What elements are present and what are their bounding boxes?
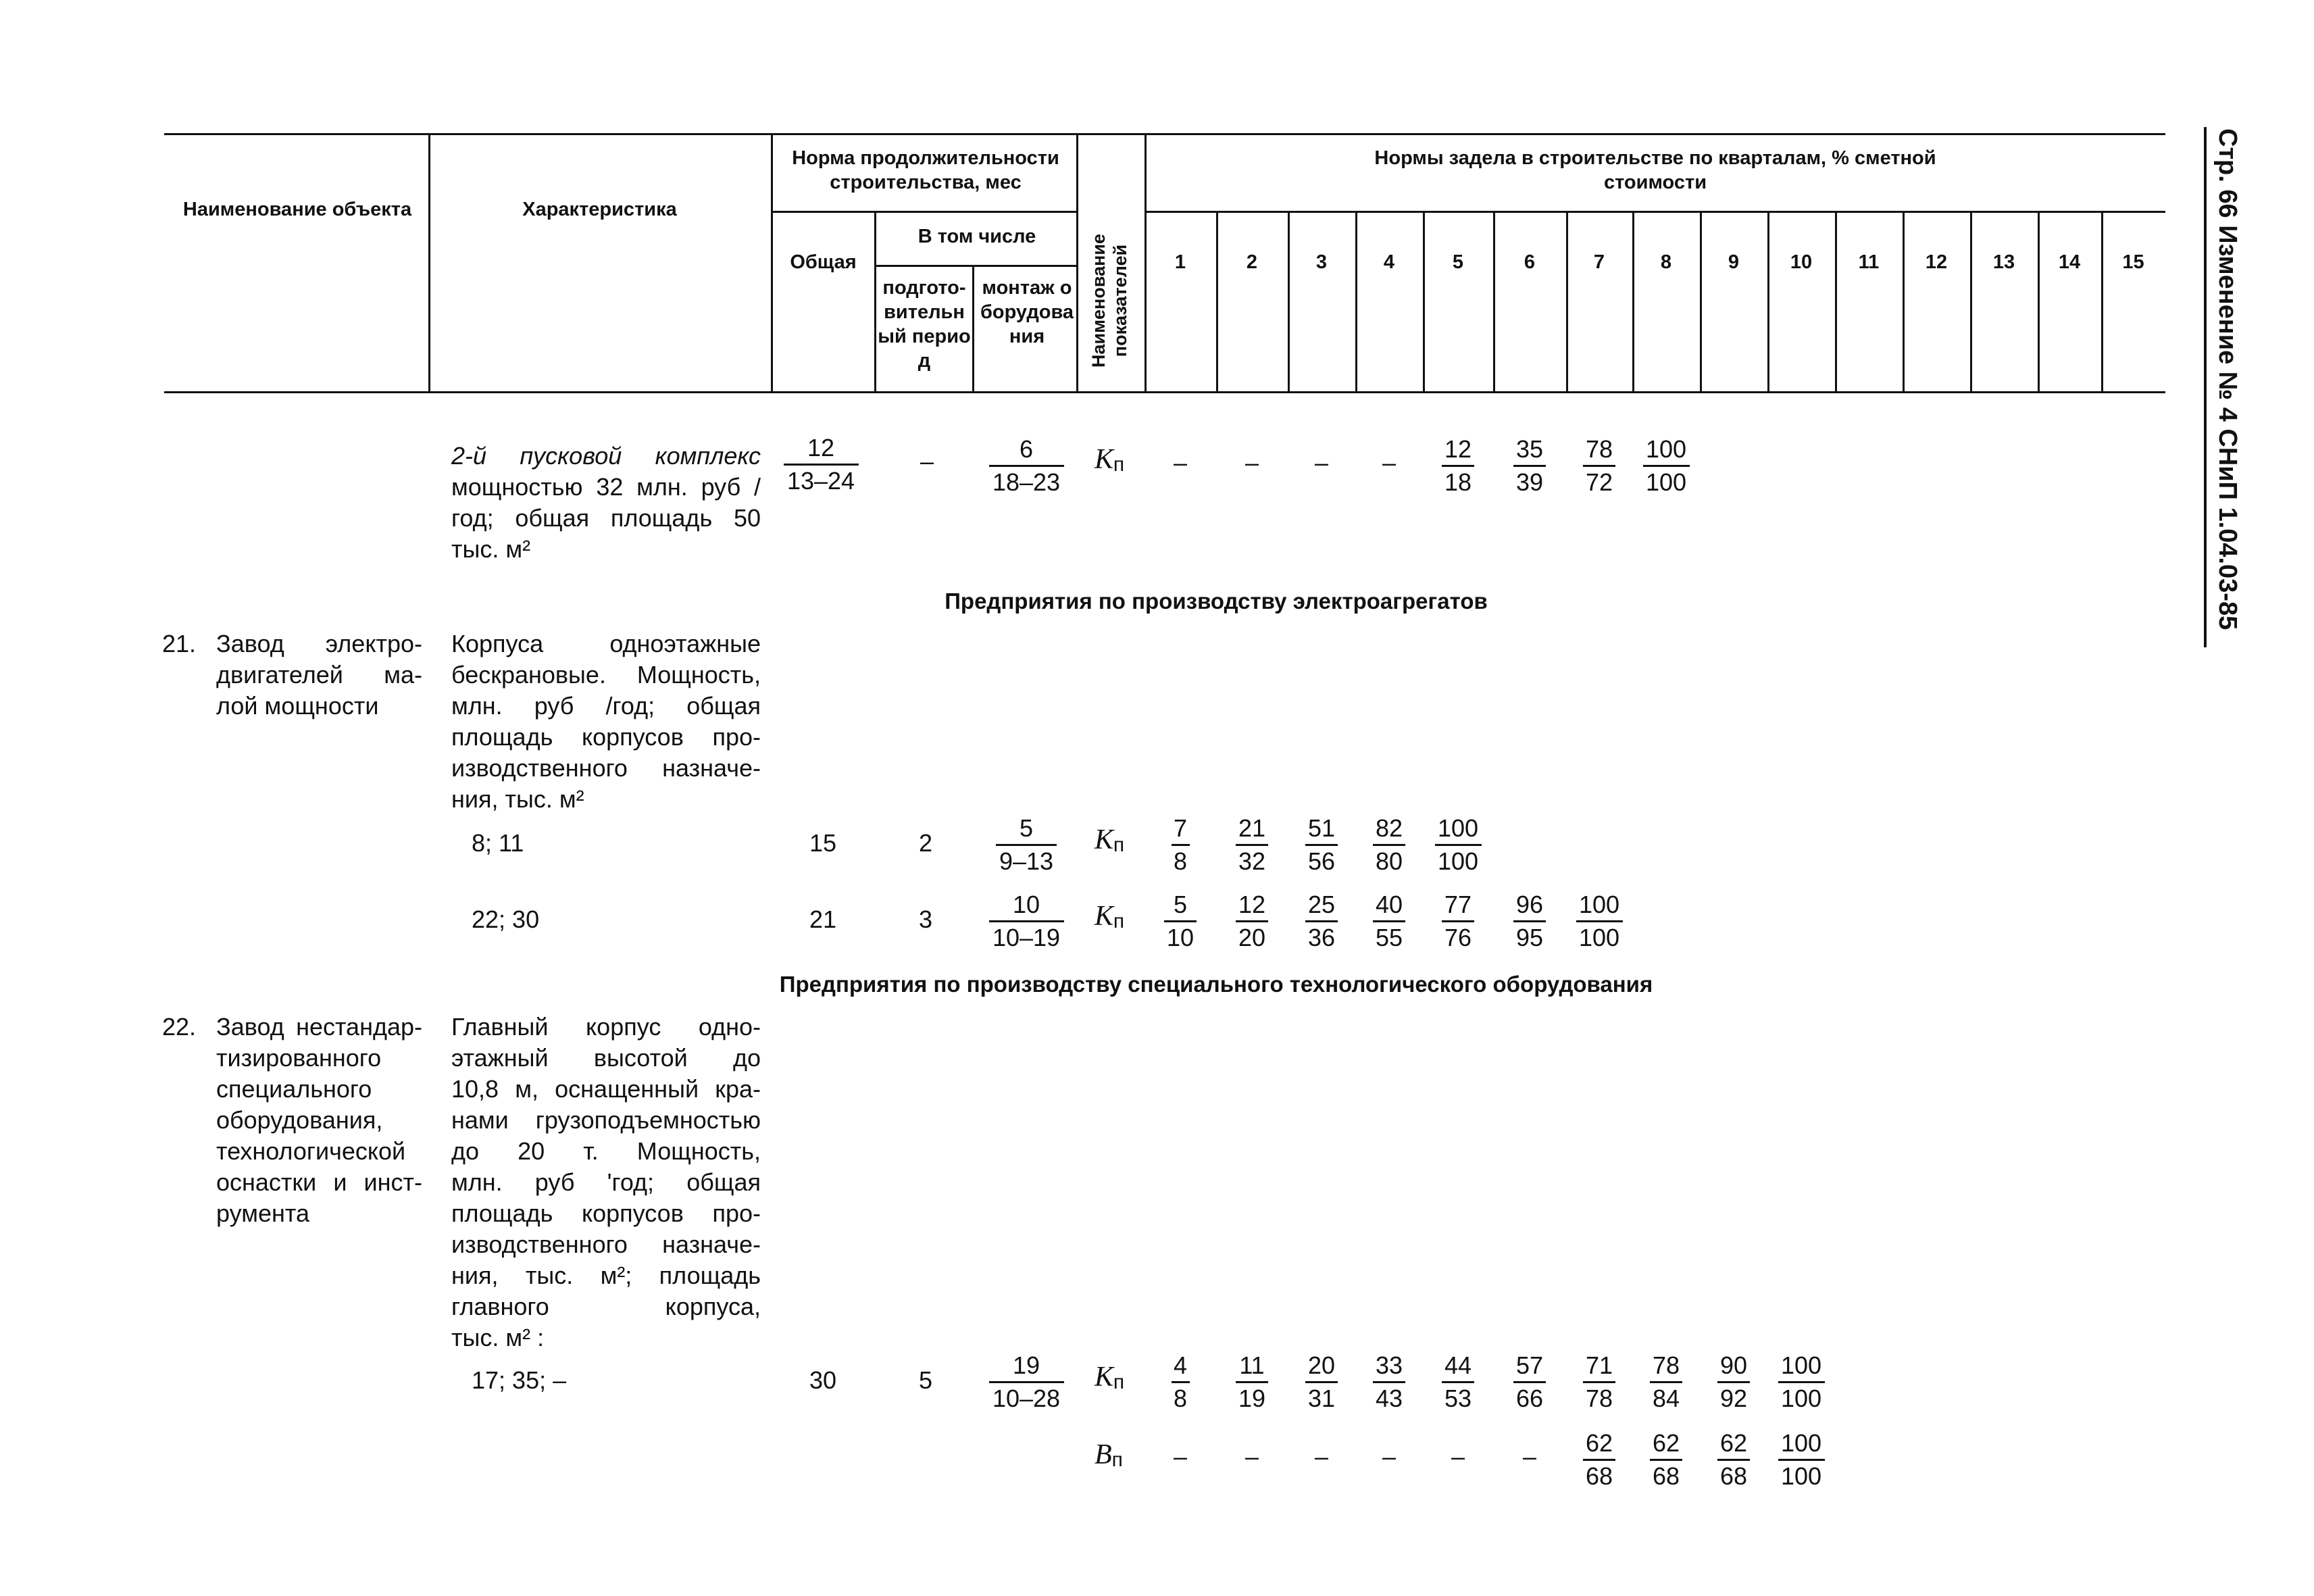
fraction-denominator: 31	[1307, 1385, 1336, 1412]
text-line: площадь корпусов про-	[451, 1199, 761, 1227]
quarter-column-rule	[1835, 211, 1837, 393]
fraction-numerator: 4	[1173, 1351, 1188, 1379]
text-line: 10,8 м, оснащенный кра-	[451, 1075, 761, 1103]
header-total: Общая	[790, 251, 857, 273]
fraction-numerator: 19	[1012, 1351, 1040, 1379]
header-vline	[874, 211, 876, 393]
quarter-column-rule	[2038, 211, 2040, 393]
quarter-column-rule	[1288, 211, 1290, 393]
quarter-column-rule	[1767, 211, 1769, 393]
quarter-number: 14	[2058, 251, 2081, 273]
text-line: изводственного назначе-	[451, 754, 761, 782]
obj21-row2-label: 22; 30	[472, 905, 540, 933]
fraction-numerator: 33	[1375, 1351, 1403, 1379]
quarter-value-dash: –	[1244, 1443, 1259, 1470]
quarter-value-dash: –	[1382, 1443, 1397, 1470]
quarter-number: 1	[1174, 251, 1186, 273]
fraction-denominator: 84	[1652, 1385, 1680, 1412]
fraction-denominator: 13–24	[786, 467, 855, 495]
fraction-denominator: 100	[1437, 847, 1479, 875]
obj22-indicator-v: $В_п$	[1095, 1439, 1123, 1471]
text-line: двигателей ма-	[216, 661, 422, 689]
side-page-header: Стр. 66 Изменение № 4 СНиП 1.04.03-85	[2213, 128, 2242, 630]
quarter-value-dash: –	[1522, 1443, 1537, 1470]
header-mid-rule-quarters	[1146, 211, 2165, 213]
text-line: лой мощности	[216, 692, 379, 720]
header-equipment-mounting: монтаж оборудования	[980, 277, 1074, 347]
block1-char-italic: 2-й пусковой комплекс	[451, 442, 761, 470]
fraction-numerator: 96	[1515, 891, 1544, 918]
text-line: главного корпуса,	[451, 1293, 761, 1320]
text-line: оборудования,	[216, 1106, 383, 1134]
header-duration-norm: Норма продолжительности строительства, мес	[792, 147, 1059, 193]
header-indicators: Наименование показателей	[1088, 233, 1130, 368]
header-vline	[428, 133, 430, 393]
header-quarter-norms: Нормы задела в строительстве по кварталам, % сметной стоимости	[1374, 147, 1936, 193]
text-line: румента	[216, 1199, 309, 1227]
quarter-column-rule	[2101, 211, 2103, 393]
quarter-number: 13	[1992, 251, 2015, 273]
fraction-numerator: 40	[1375, 891, 1403, 918]
quarter-column-rule	[1493, 211, 1495, 393]
quarter-column-rule	[1355, 211, 1357, 393]
quarter-column-rule	[1423, 211, 1425, 393]
fraction-denominator: 66	[1515, 1385, 1544, 1412]
obj21-row1-label: 8; 11	[472, 829, 524, 857]
fraction-denominator: 92	[1719, 1385, 1748, 1412]
obj21-row2-prep: 3	[918, 905, 933, 933]
fraction-denominator: 95	[1515, 924, 1544, 951]
quarter-value-dash: –	[1244, 449, 1259, 476]
fraction-denominator: 8	[1173, 847, 1188, 875]
text-line: тизированного	[216, 1044, 382, 1072]
fraction-numerator: 11	[1239, 1351, 1265, 1379]
fraction-denominator: 18	[1444, 468, 1472, 496]
block1-prep-period: –	[920, 447, 934, 475]
header-vline	[1076, 133, 1078, 393]
fraction-numerator: 77	[1444, 891, 1472, 918]
text-line: этажный высотой до	[451, 1044, 761, 1072]
text-line: специального	[216, 1075, 372, 1103]
quarter-number: 4	[1383, 251, 1395, 273]
fraction-numerator: 51	[1307, 814, 1336, 842]
fraction-denominator: 43	[1375, 1385, 1403, 1412]
text-line: нами грузоподъемностью	[451, 1106, 761, 1134]
fraction-numerator: 82	[1375, 814, 1403, 842]
block1-total-duration	[770, 432, 872, 497]
side-header-rule	[2204, 127, 2207, 647]
obj22-indicator-k: $К_п$	[1095, 1362, 1125, 1393]
text-line: изводственного назначе-	[451, 1230, 761, 1258]
quarter-value-fraction	[1615, 434, 1717, 498]
text-line: ния, тыс. м²; площадь	[451, 1262, 761, 1289]
header-prep-period: подгото-вительный период	[878, 277, 971, 372]
fraction-denominator: 9–13	[999, 847, 1054, 875]
fraction-denominator: 39	[1515, 468, 1544, 496]
fraction-numerator: 44	[1444, 1351, 1472, 1379]
block1-indicator: $К_п$	[1095, 444, 1125, 476]
quarter-number: 12	[1925, 251, 1948, 273]
quarter-value-dash: –	[1382, 449, 1397, 476]
quarter-column-rule	[1700, 211, 1702, 393]
quarter-number: 5	[1452, 251, 1464, 273]
text-line: Корпуса одноэтажные	[451, 630, 761, 657]
fraction-denominator: 80	[1375, 847, 1403, 875]
obj21-name	[216, 628, 422, 722]
fraction-numerator: 25	[1307, 891, 1336, 918]
obj21-row1-indicator: $К_п$	[1095, 824, 1125, 856]
obj22-row-mounting	[976, 1350, 1077, 1414]
fraction-numerator: 78	[1585, 435, 1613, 463]
fraction-numerator: 57	[1515, 1351, 1544, 1379]
text-line: бескрановые. Мощность,	[451, 661, 761, 689]
fraction-numerator: 71	[1585, 1351, 1613, 1379]
quarter-number: 2	[1246, 251, 1258, 273]
text-line: технологической	[216, 1137, 406, 1165]
text-line: ния, тыс. м²	[451, 785, 584, 813]
quarter-value-fraction	[1751, 1428, 1852, 1492]
fraction-numerator: 35	[1515, 435, 1544, 463]
fraction-numerator: 100	[1780, 1351, 1822, 1379]
fraction-denominator: 68	[1652, 1462, 1680, 1490]
header-bottom-rule	[164, 391, 2165, 393]
quarter-column-rule	[1566, 211, 1568, 393]
fraction-denominator: 72	[1585, 468, 1613, 496]
fraction-denominator: 20	[1238, 924, 1266, 951]
quarter-number: 8	[1660, 251, 1672, 273]
fraction-numerator: 100	[1645, 435, 1687, 463]
header-top-rule	[164, 133, 2165, 135]
obj22-characteristic	[451, 1012, 761, 1353]
fraction-denominator: 8	[1173, 1385, 1188, 1412]
text-line: Завод электро-	[216, 630, 422, 657]
fraction-denominator: 10–19	[992, 924, 1061, 951]
section-title-electric-units: Предприятия по производству электроагрегатов	[945, 589, 1488, 614]
text-line: тыс. м² :	[451, 1324, 545, 1351]
section-title-special-equipment: Предприятия по производству специального технологического оборудования	[779, 972, 1653, 997]
fraction-numerator: 21	[1238, 814, 1266, 842]
quarter-number: 10	[1790, 251, 1813, 273]
obj21-row2-total: 21	[809, 905, 837, 933]
fraction-numerator: 100	[1578, 891, 1620, 918]
obj21-row1-prep: 2	[918, 829, 933, 857]
obj21-row1-total: 15	[809, 829, 837, 857]
obj22-row-prep: 5	[918, 1366, 933, 1394]
fraction-denominator: 36	[1307, 924, 1336, 951]
fraction-denominator: 19	[1238, 1385, 1266, 1412]
quarter-column-rule	[1632, 211, 1634, 393]
obj22-row-total: 30	[809, 1366, 837, 1394]
quarter-number: 9	[1728, 251, 1740, 273]
obj21-number: 21.	[162, 630, 197, 657]
text-line: Завод нестандар-	[216, 1013, 422, 1041]
fraction-denominator: 55	[1375, 924, 1403, 951]
quarter-number: 6	[1524, 251, 1536, 273]
obj21-characteristic	[451, 628, 761, 815]
fraction-numerator: 12	[1238, 891, 1266, 918]
quarter-value-fraction	[1751, 1350, 1852, 1414]
quarter-number: 11	[1858, 251, 1880, 273]
quarter-number: 3	[1315, 251, 1328, 273]
header-vline	[972, 265, 974, 393]
quarter-column-rule	[1903, 211, 1905, 393]
header-characteristic: Характеристика	[522, 199, 677, 220]
quarter-value-dash: –	[1314, 449, 1329, 476]
obj22-name	[216, 1012, 422, 1229]
fraction-denominator: 10	[1166, 924, 1194, 951]
fraction-numerator: 78	[1652, 1351, 1680, 1379]
obj21-row2-mounting	[976, 889, 1077, 953]
fraction-numerator: 90	[1719, 1351, 1748, 1379]
fraction-denominator: 100	[1780, 1462, 1822, 1490]
fraction-denominator: 32	[1238, 847, 1266, 875]
fraction-numerator: 10	[1012, 891, 1040, 918]
fraction-denominator: 100	[1780, 1385, 1822, 1412]
quarter-column-rule	[1970, 211, 1972, 393]
header-object-name: Наименование объекта	[182, 199, 412, 220]
fraction-numerator: 5	[1173, 891, 1188, 918]
fraction-denominator: 53	[1444, 1385, 1472, 1412]
fraction-denominator: 56	[1307, 847, 1336, 875]
quarter-value-dash: –	[1173, 449, 1188, 476]
quarter-value-dash: –	[1173, 1443, 1188, 1470]
fraction-denominator: 68	[1719, 1462, 1748, 1490]
fraction-numerator: 7	[1173, 814, 1188, 842]
fraction-denominator: 100	[1578, 924, 1620, 951]
header-mid-rule-incl	[876, 265, 1078, 267]
fraction-numerator: 5	[1019, 814, 1034, 842]
quarter-value-fraction	[1407, 813, 1509, 877]
text-line: до 20 т. Мощность,	[451, 1137, 761, 1165]
fraction-denominator: 68	[1585, 1462, 1613, 1490]
fraction-numerator: 12	[1444, 435, 1472, 463]
fraction-numerator: 100	[1437, 814, 1479, 842]
text-line: площадь корпусов про-	[451, 723, 761, 751]
quarter-value-fraction	[1549, 889, 1650, 953]
fraction-numerator: 62	[1652, 1429, 1680, 1457]
block1-equipment-mounting	[976, 434, 1077, 498]
quarter-column-rule	[1216, 211, 1218, 393]
header-mid-rule-norm	[772, 211, 1078, 213]
quarter-number: 15	[2122, 251, 2144, 273]
quarter-value-dash: –	[1451, 1443, 1465, 1470]
quarter-value-dash: –	[1314, 1443, 1329, 1470]
obj21-row2-indicator: $К_п$	[1095, 901, 1125, 932]
fraction-numerator: 100	[1780, 1429, 1822, 1457]
fraction-numerator: 6	[1019, 435, 1034, 463]
header-including: В том числе	[917, 226, 1036, 247]
fraction-denominator: 100	[1645, 468, 1687, 496]
text-line: оснастки и инст-	[216, 1168, 422, 1196]
text-line: млн. руб 'год; общая	[451, 1168, 761, 1196]
obj22-row-label: 17; 35; –	[472, 1366, 567, 1394]
fraction-denominator: 76	[1444, 924, 1472, 951]
fraction-denominator: 78	[1585, 1385, 1613, 1412]
fraction-denominator: 18–23	[992, 468, 1061, 496]
text-line: Главный корпус одно-	[451, 1013, 761, 1041]
fraction-numerator: 62	[1719, 1429, 1748, 1457]
obj21-row1-mounting	[976, 813, 1077, 877]
quarter-number: 7	[1593, 251, 1605, 273]
fraction-numerator: 12	[807, 434, 835, 462]
fraction-numerator: 62	[1585, 1429, 1613, 1457]
block1-characteristic	[451, 441, 761, 565]
text-line: млн. руб /год; общая	[451, 692, 761, 720]
fraction-denominator: 10–28	[992, 1385, 1061, 1412]
obj22-number: 22.	[162, 1013, 197, 1041]
block1-char-rest: мощностью 32 млн. руб /год; общая площадь 50 тыс. м²	[451, 473, 761, 563]
header-vline	[771, 133, 773, 393]
fraction-numerator: 20	[1307, 1351, 1336, 1379]
